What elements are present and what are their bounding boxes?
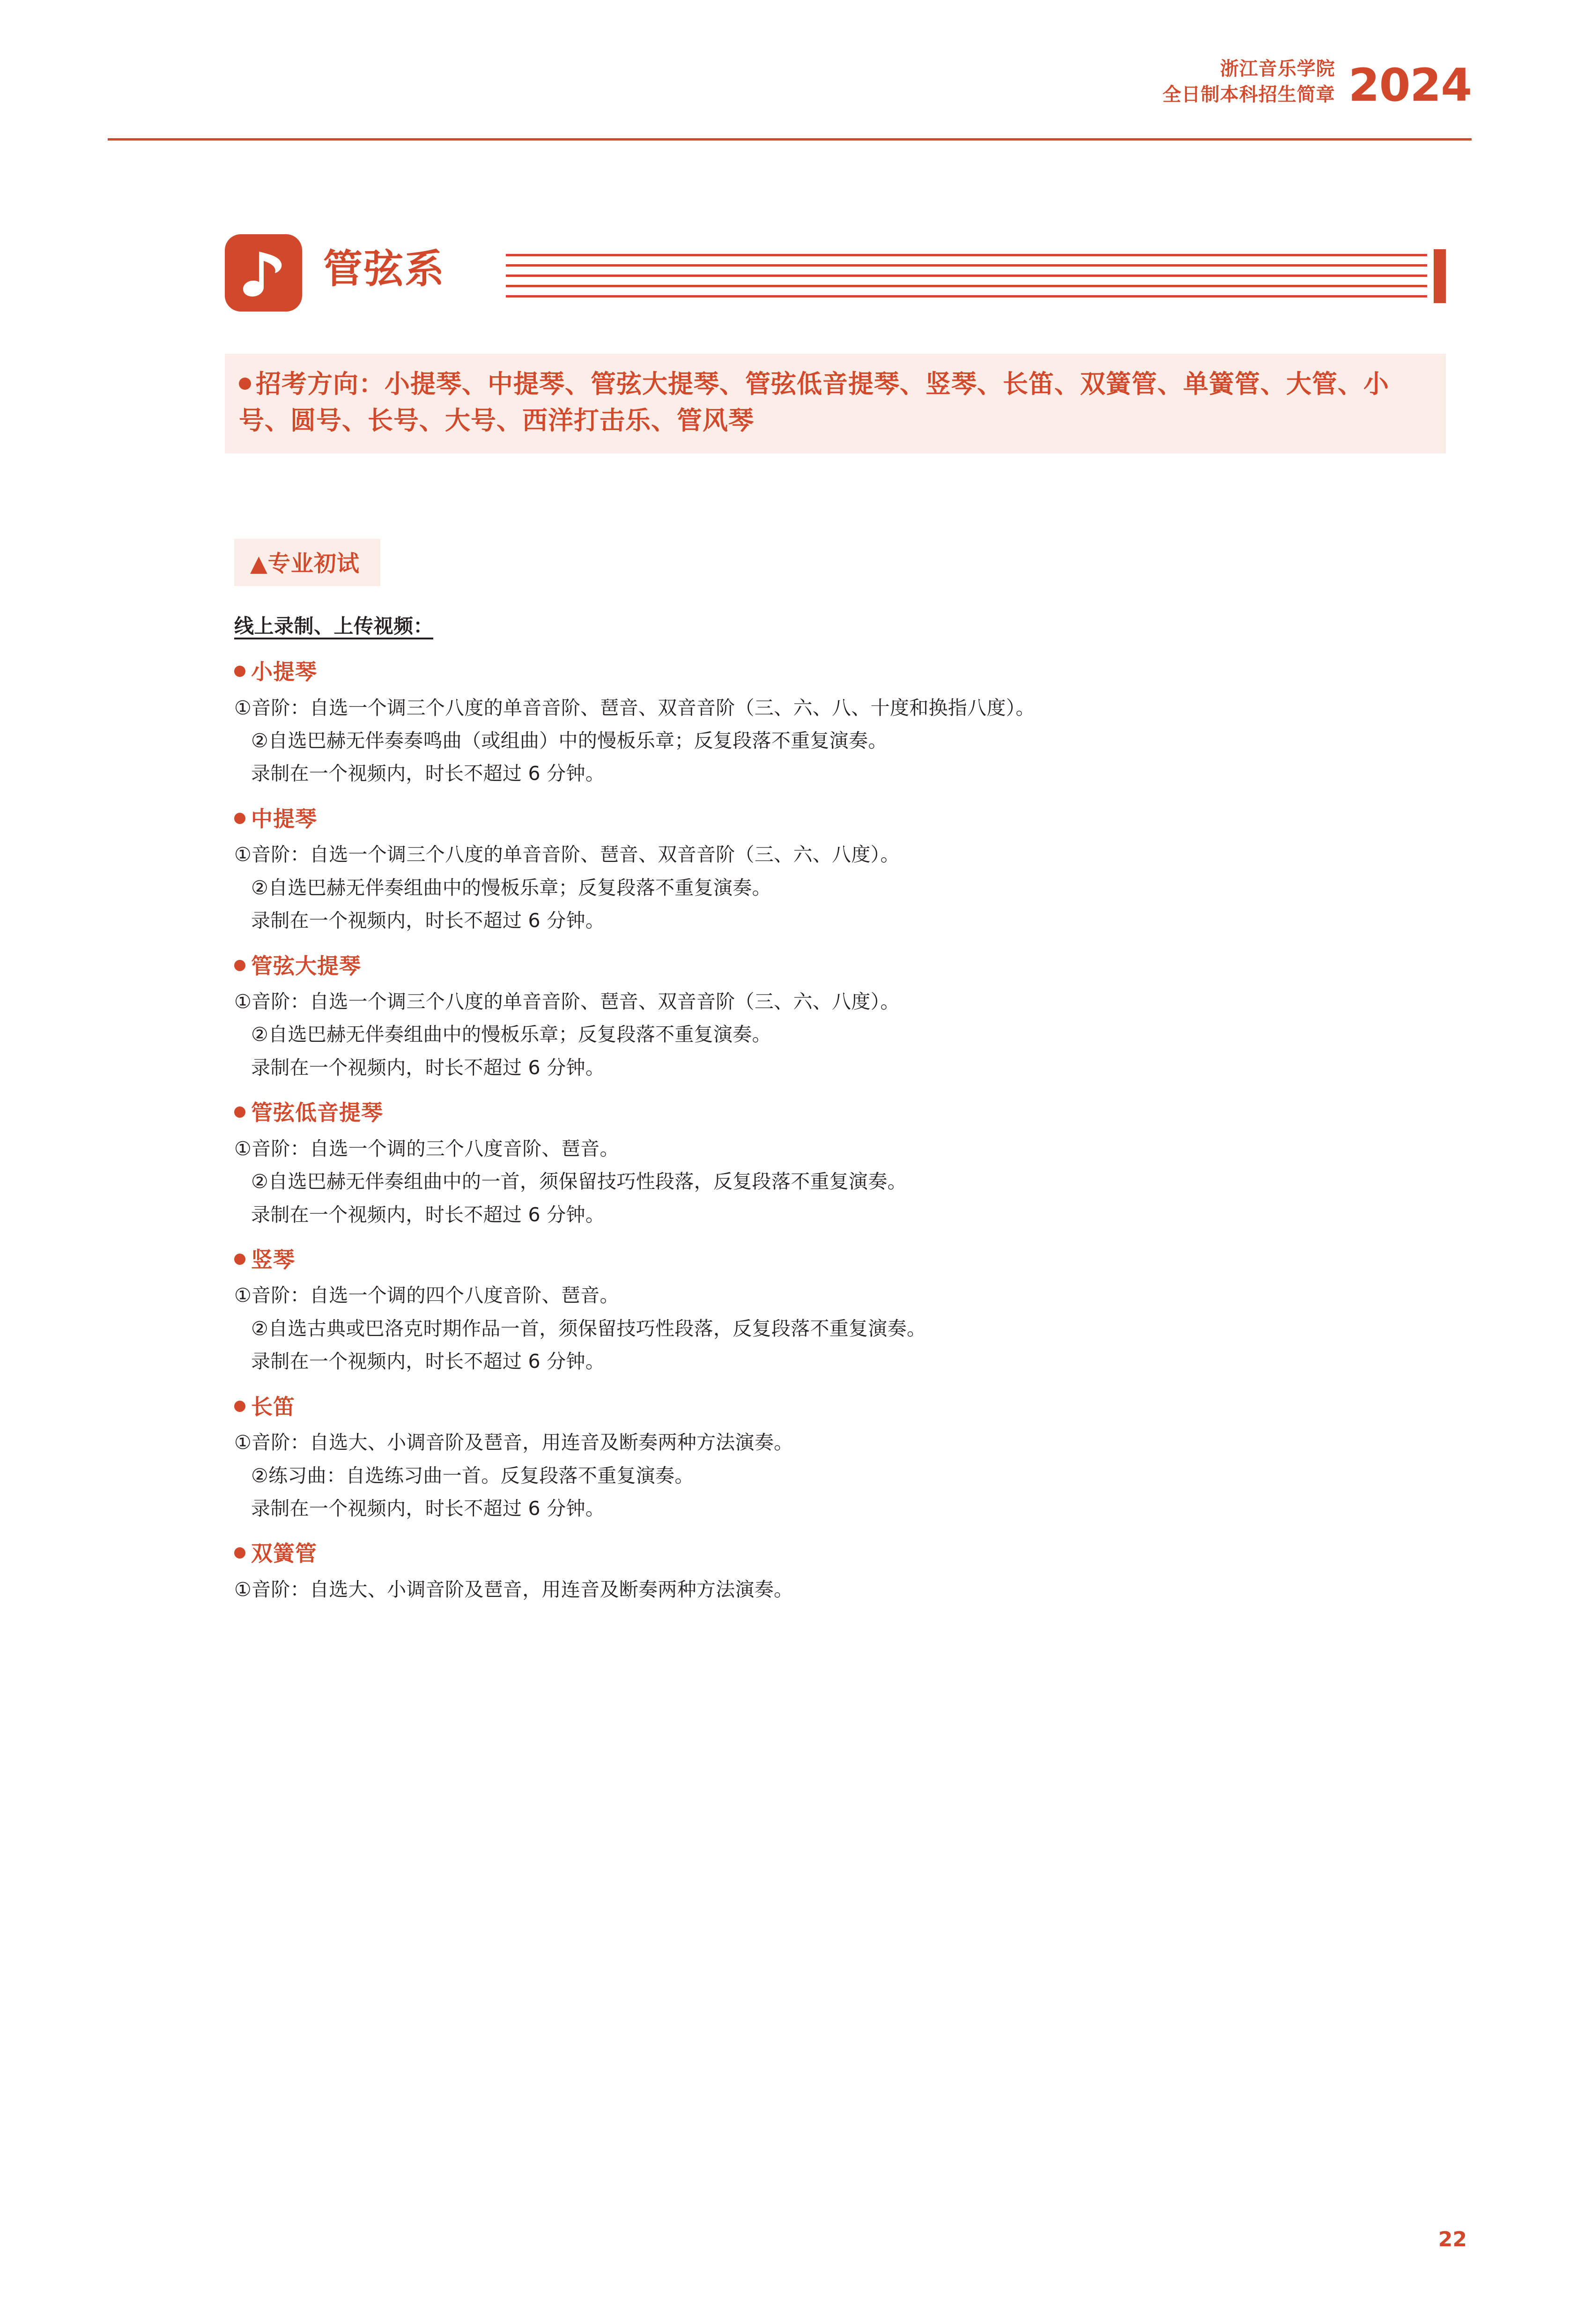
- bullet-icon: [234, 1106, 245, 1118]
- bullet-icon: [234, 1547, 245, 1559]
- instrument-cello-line-2: ②自选巴赫无伴奏组曲中的慢板乐章；反复段落不重复演奏。: [251, 1023, 771, 1046]
- header-institution-line1: 浙江音乐学院: [1220, 58, 1335, 80]
- bullet-icon: [234, 1254, 245, 1265]
- instrument-flute-line-3: 录制在一个视频内，时长不超过 6 分钟。: [251, 1497, 605, 1520]
- instrument-heading-viola: 中提琴: [234, 802, 1446, 837]
- bullet-icon: [234, 960, 245, 971]
- instrument-violin-line-3: 录制在一个视频内，时长不超过 6 分钟。: [251, 762, 605, 785]
- exam-direction-text: 招考方向：小提琴、中提琴、管弦大提琴、管弦低音提琴、竖琴、长笛、双簧管、单簧管、大管、小号、圆号、长号、大号、西洋打击乐、管风琴: [239, 369, 1389, 436]
- instrument-heading-oboe: 双簧管: [234, 1536, 1446, 1571]
- instrument-heading-double-bass: 管弦低音提琴: [234, 1095, 1446, 1130]
- instrument-flute-line-2: ②练习曲：自选练习曲一首。反复段落不重复演奏。: [251, 1464, 694, 1487]
- page-number: 22: [1438, 2227, 1467, 2251]
- department-name: 管弦系: [323, 246, 446, 292]
- instrument-oboe-line-1: ①音阶：自选大、小调音阶及琶音，用连音及断奏两种方法演奏。: [234, 1578, 793, 1601]
- bullet-icon: [239, 378, 251, 390]
- instrument-viola-line-1: ①音阶：自选一个调三个八度的单音音阶、琶音、双音音阶（三、六、八度）。: [234, 843, 900, 866]
- header-institution-line2: 全日制本科招生简章: [1162, 84, 1335, 106]
- instrument-double-bass-line-3: 录制在一个视频内，时长不超过 6 分钟。: [251, 1203, 605, 1226]
- department-title-block: [225, 230, 1446, 323]
- page-header: [108, 56, 1472, 141]
- instrument-double-bass-line-1: ①音阶：自选一个调的三个八度音阶、琶音。: [234, 1137, 619, 1160]
- header-divider: [108, 138, 1472, 141]
- section-content: [234, 602, 1446, 1607]
- music-note-icon: [225, 234, 302, 312]
- subhead-online-recording: 线上录制、上传视频：: [234, 615, 434, 638]
- instrument-heading-flute: 长笛: [234, 1389, 1446, 1425]
- instrument-viola-line-3: 录制在一个视频内，时长不超过 6 分钟。: [251, 909, 605, 932]
- instrument-cello-line-1: ①音阶：自选一个调三个八度的单音音阶、琶音、双音音阶（三、六、八度）。: [234, 990, 900, 1013]
- bullet-icon: [234, 813, 245, 824]
- instrument-heading-harp: 竖琴: [234, 1242, 1446, 1277]
- instrument-harp-line-1: ①音阶：自选一个调的四个八度音阶、琶音。: [234, 1284, 619, 1307]
- instrument-flute-line-1: ①音阶：自选大、小调音阶及琶音，用连音及断奏两种方法演奏。: [234, 1431, 793, 1454]
- header-institution: [1162, 56, 1335, 108]
- instrument-heading-cello: 管弦大提琴: [234, 949, 1446, 984]
- staff-lines-decoration: [506, 254, 1446, 301]
- bullet-icon: [234, 1401, 245, 1412]
- instrument-double-bass-line-2: ②自选巴赫无伴奏组曲中的一首，须保留技巧性段落，反复段落不重复演奏。: [251, 1170, 907, 1193]
- exam-direction-banner: [225, 354, 1446, 453]
- instrument-heading-violin: 小提琴: [234, 654, 1446, 690]
- instrument-violin-line-1: ①音阶：自选一个调三个八度的单音音阶、琶音、双音音阶（三、六、八、十度和换指八度）。: [234, 696, 1035, 719]
- section-label-preliminary: ▲专业初试: [234, 539, 380, 586]
- instrument-violin-line-2: ②自选巴赫无伴奏奏鸣曲（或组曲）中的慢板乐章；反复段落不重复演奏。: [251, 729, 888, 752]
- instrument-harp-line-3: 录制在一个视频内，时长不超过 6 分钟。: [251, 1350, 605, 1373]
- instrument-cello-line-3: 录制在一个视频内，时长不超过 6 分钟。: [251, 1056, 605, 1079]
- header-year: 2024: [1348, 59, 1472, 112]
- bullet-icon: [234, 666, 245, 677]
- instrument-harp-line-2: ②自选古典或巴洛克时期作品一首，须保留技巧性段落，反复段落不重复演奏。: [251, 1317, 926, 1340]
- instrument-viola-line-2: ②自选巴赫无伴奏组曲中的慢板乐章；反复段落不重复演奏。: [251, 876, 771, 899]
